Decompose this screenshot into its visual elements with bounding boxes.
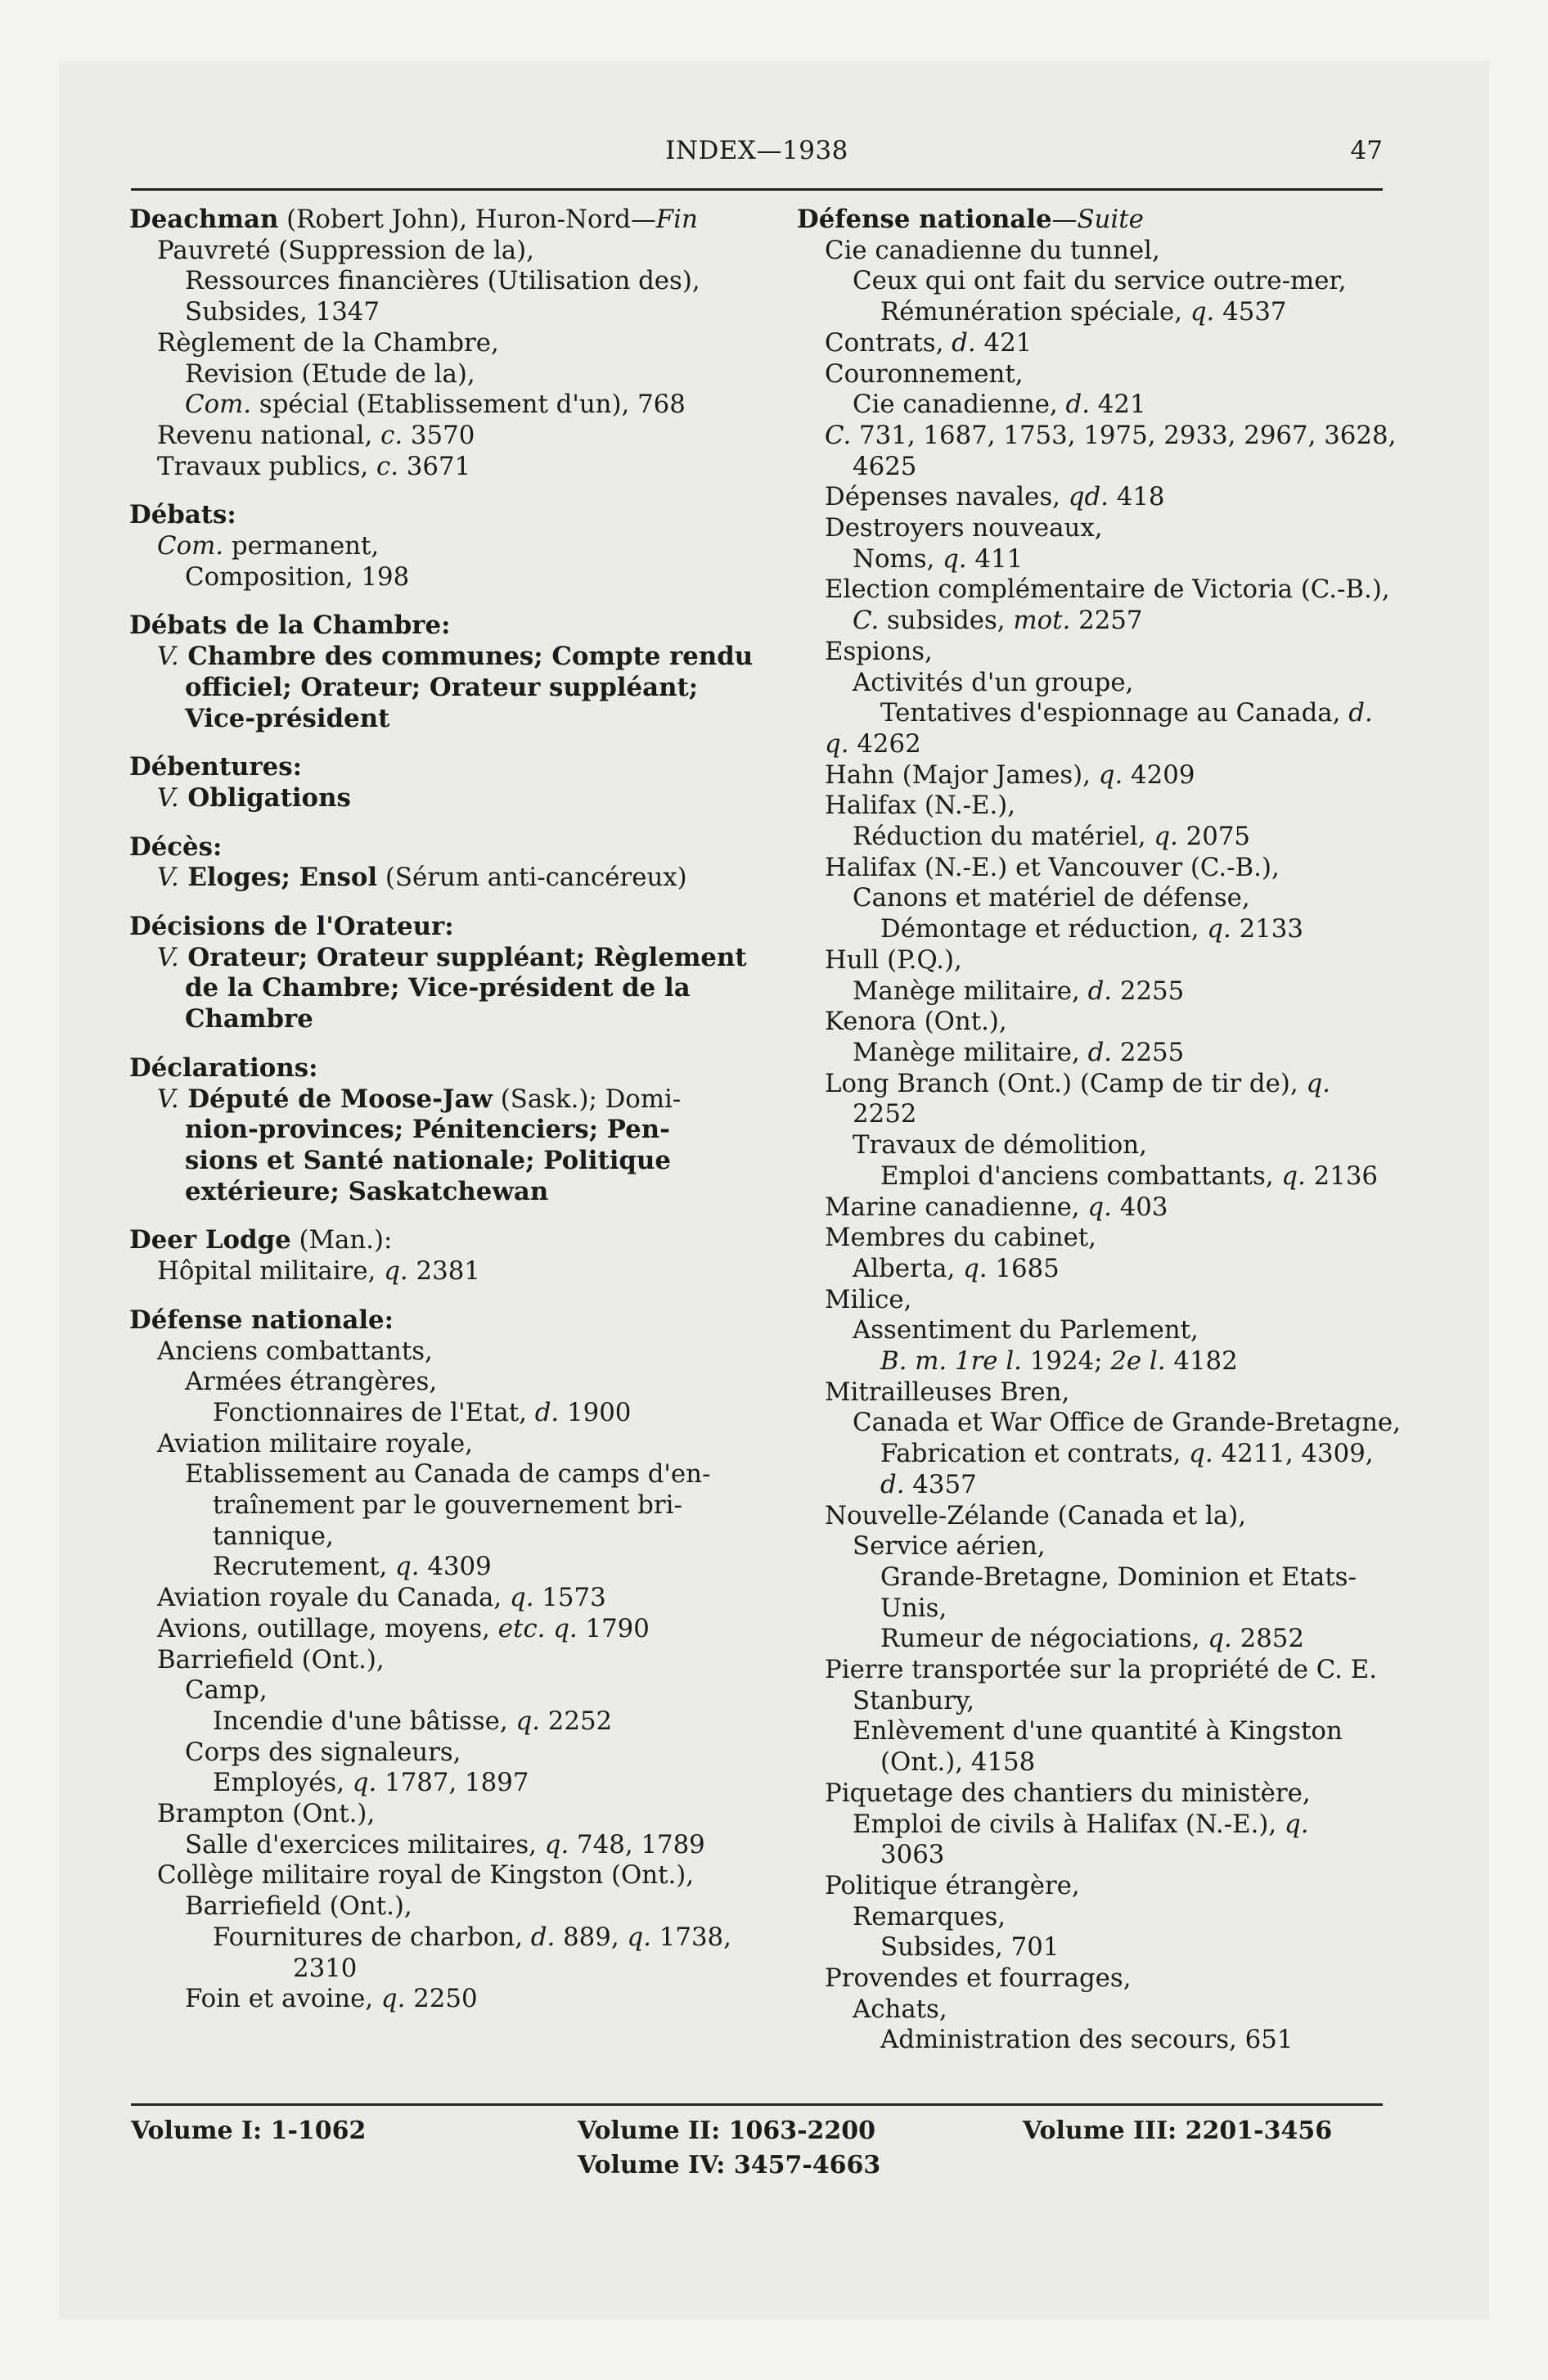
index-line: Halifax (N.-E.), (825, 791, 1016, 821)
index-line: Halifax (N.-E.) et Vancouver (C.-B.), (825, 852, 1280, 882)
index-line: Unis, (880, 1593, 947, 1623)
index-line: 4625 (853, 451, 917, 481)
index-line: Membres du cabinet, (825, 1223, 1096, 1253)
index-column-left (129, 205, 754, 2015)
index-line: Cie canadienne, d. 421 (853, 390, 1146, 420)
index-heading: Décès: (129, 832, 223, 862)
index-line: Alberta, q. 1685 (853, 1253, 1060, 1283)
index-line: V. Orateur; Orateur suppléant; Règlement (157, 942, 747, 972)
index-line: Cie canadienne du tunnel, (825, 235, 1160, 265)
index-line: Revision (Etude de la), (185, 358, 475, 389)
index-line: Incendie d'une bâtisse, q. 2252 (213, 1706, 613, 1736)
index-heading: Décisions de l'Orateur: (129, 912, 454, 942)
index-line: Long Branch (Ont.) (Camp de tir de), q. (825, 1068, 1330, 1098)
index-line: Dépenses navales, qd. 418 (825, 482, 1165, 512)
index-line: Collège militaire royal de Kingston (Ont.), (157, 1860, 695, 1891)
index-line: Chambre (185, 1004, 313, 1034)
index-line: Enlèvement d'une quantité à Kingston (853, 1716, 1343, 1747)
index-line: V. Chambre des communes; Compte rendu (157, 642, 754, 672)
index-line: Mitrailleuses Bren, (825, 1377, 1070, 1407)
index-line: Fournitures de charbon, d. 889, q. 1738, (213, 1922, 731, 1952)
index-line: Contrats, d. 421 (825, 327, 1033, 358)
index-line: Nouvelle-Zélande (Canada et la), (825, 1500, 1247, 1530)
index-line: Aviation militaire royale, (157, 1428, 473, 1458)
footer-rule (131, 2103, 1383, 2106)
running-title: INDEX—1938 (665, 136, 848, 165)
index-line: Fabrication et contrats, q. 4211, 4309, (880, 1439, 1374, 1469)
index-line: Milice, (825, 1284, 912, 1314)
index-line: Aviation royale du Canada, q. 1573 (157, 1583, 606, 1613)
index-line: Vice-président (185, 703, 390, 733)
index-line: Hahn (Major James), q. 4209 (825, 760, 1195, 790)
index-line: d. 4357 (880, 1469, 977, 1499)
index-line: (Ont.), 4158 (880, 1747, 1036, 1778)
index-line: 2310 (293, 1953, 358, 1983)
index-line: Assentiment du Parlement, (853, 1315, 1199, 1346)
index-line: Avions, outillage, moyens, etc. q. 1790 (157, 1613, 650, 1643)
index-line: V. Eloges; Ensol (Sérum anti-cancéreux) (157, 863, 687, 893)
index-line: Pierre transportée sur la propriété de C. E. (825, 1655, 1378, 1685)
index-line: Hôpital militaire, q. 2381 (157, 1256, 480, 1287)
index-line: Destroyers nouveaux, (825, 513, 1103, 543)
index-line: Corps des signaleurs, (185, 1737, 461, 1767)
index-line: Recrutement, q. 4309 (213, 1552, 492, 1582)
index-line: B. m. 1re l. 1924; 2e l. 4182 (880, 1346, 1238, 1377)
index-line: Règlement de la Chambre, (157, 327, 499, 358)
index-line: de la Chambre; Vice-président de la (185, 973, 691, 1003)
index-line: sions et Santé nationale; Politique (185, 1145, 671, 1175)
index-line: Espions, (825, 636, 933, 666)
index-line: Pauvreté (Suppression de la), (157, 235, 534, 265)
volume-range: Volume II: 1063-2200 (578, 2116, 876, 2145)
index-line: Noms, q. 411 (853, 543, 1024, 574)
index-line: C. subsides, mot. 2257 (853, 606, 1143, 636)
index-line: Camp, (185, 1675, 268, 1706)
index-line: Administration des secours, 651 (880, 2025, 1294, 2055)
index-line: Brampton (Ont.), (157, 1799, 376, 1829)
index-line: Tentatives d'espionnage au Canada, d. (880, 698, 1373, 728)
index-line: 3063 (880, 1840, 945, 1870)
index-line: Grande-Bretagne, Dominion et Etats- (880, 1562, 1357, 1592)
index-line: Armées étrangères, (185, 1367, 438, 1397)
page-number: 47 (1350, 136, 1383, 165)
index-line: tannique, (213, 1521, 334, 1551)
index-line: Employés, q. 1787, 1897 (213, 1768, 529, 1798)
index-entry: Deachman (Robert John), Huron-Nord—Fin (129, 205, 698, 234)
index-line: Politique étrangère, (825, 1870, 1080, 1900)
index-line: nion-provinces; Pénitenciers; Pen- (185, 1115, 670, 1145)
index-line: Kenora (Ont.), (825, 1007, 1007, 1037)
index-line: 2252 (853, 1099, 917, 1129)
index-heading: Débats de la Chambre: (129, 611, 451, 641)
index-line: Salle d'exercices militaires, q. 748, 1789 (185, 1829, 705, 1859)
index-line: Provendes et fourrages, (825, 1963, 1132, 1994)
index-line: Piquetage des chantiers du ministère, (825, 1778, 1311, 1808)
page-header (131, 131, 1383, 180)
index-line: Réduction du matériel, q. 2075 (853, 822, 1251, 852)
index-line: q. 4262 (825, 728, 921, 759)
index-line: Emploi d'anciens combattants, q. 2136 (880, 1161, 1379, 1191)
index-line: Com. spécial (Etablissement d'un), 768 (185, 390, 686, 420)
volume-range: Volume I: 1-1062 (131, 2116, 367, 2145)
index-heading: Défense nationale: (129, 1305, 394, 1335)
index-line: Election complémentaire de Victoria (C.-B.), (825, 575, 1390, 605)
index-line: Etablissement au Canada de camps d'en- (185, 1459, 711, 1490)
index-line: Travaux de démolition, (853, 1130, 1147, 1161)
index-line: officiel; Orateur; Orateur suppléant; (185, 672, 699, 702)
index-line: Travaux publics, c. 3671 (157, 451, 471, 481)
index-line: Canada et War Office de Grande-Bretagne, (853, 1408, 1401, 1438)
index-line: V. Député de Moose-Jaw (Sask.); Domi- (157, 1084, 682, 1114)
index-line: Marine canadienne, q. 403 (825, 1192, 1168, 1222)
index-line: Anciens combattants, (157, 1336, 433, 1366)
index-line: C. 731, 1687, 1753, 1975, 2933, 2967, 3628, (825, 420, 1397, 450)
index-line: Rumeur de négociations, q. 2852 (880, 1624, 1304, 1654)
index-line: Revenu national, c. 3570 (157, 420, 475, 450)
index-column-right (797, 205, 1401, 2056)
header-rule (131, 188, 1383, 191)
index-line: Subsides, 701 (880, 1932, 1060, 1963)
index-line: Composition, 198 (185, 561, 410, 592)
index-line: Manège militaire, d. 2255 (853, 1037, 1185, 1067)
index-heading: Défense nationale—Suite (797, 205, 1144, 234)
volume-range: Volume III: 2201-3456 (1023, 2116, 1333, 2145)
index-line: extérieure; Saskatchewan (185, 1176, 549, 1206)
index-line: Barriefield (Ont.), (157, 1644, 385, 1675)
volume-range: Volume IV: 3457-4663 (578, 2151, 881, 2179)
index-line: Service aérien, (853, 1531, 1046, 1562)
index-line: Remarques, (853, 1901, 1006, 1931)
index-line: Rémunération spéciale, q. 4537 (880, 297, 1287, 327)
index-entry: Deer Lodge (Man.): (129, 1225, 393, 1255)
index-line: Canons et matériel de défense, (853, 883, 1250, 913)
index-line: Hull (P.Q.), (825, 944, 962, 975)
index-line: Couronnement, (825, 358, 1024, 389)
index-heading: Déclarations: (129, 1053, 318, 1083)
index-line: Achats, (853, 1994, 947, 2024)
index-line: traînement par le gouvernement bri- (213, 1490, 682, 1521)
index-line: Ressources financières (Utilisation des), (185, 266, 700, 296)
index-heading: Débentures: (129, 752, 302, 782)
index-line: V. Obligations (157, 782, 351, 813)
index-line: Activités d'un groupe, (853, 667, 1134, 697)
index-line: Fonctionnaires de l'Etat, d. 1900 (213, 1397, 632, 1427)
index-line: Emploi de civils à Halifax (N.-E.), q. (853, 1809, 1309, 1839)
index-line: Barriefield (Ont.), (185, 1891, 412, 1922)
index-line: Foin et avoine, q. 2250 (185, 1984, 478, 2014)
index-line: Stanbury, (853, 1685, 975, 1715)
index-line: Démontage et réduction, q. 2133 (880, 914, 1303, 944)
index-line: Manège militaire, d. 2255 (853, 976, 1185, 1006)
index-line: Ceux qui ont fait du service outre-mer, (853, 266, 1347, 296)
index-heading: Débats: (129, 500, 236, 530)
index-line: Subsides, 1347 (185, 297, 380, 327)
index-line: Com. permanent, (157, 531, 380, 561)
